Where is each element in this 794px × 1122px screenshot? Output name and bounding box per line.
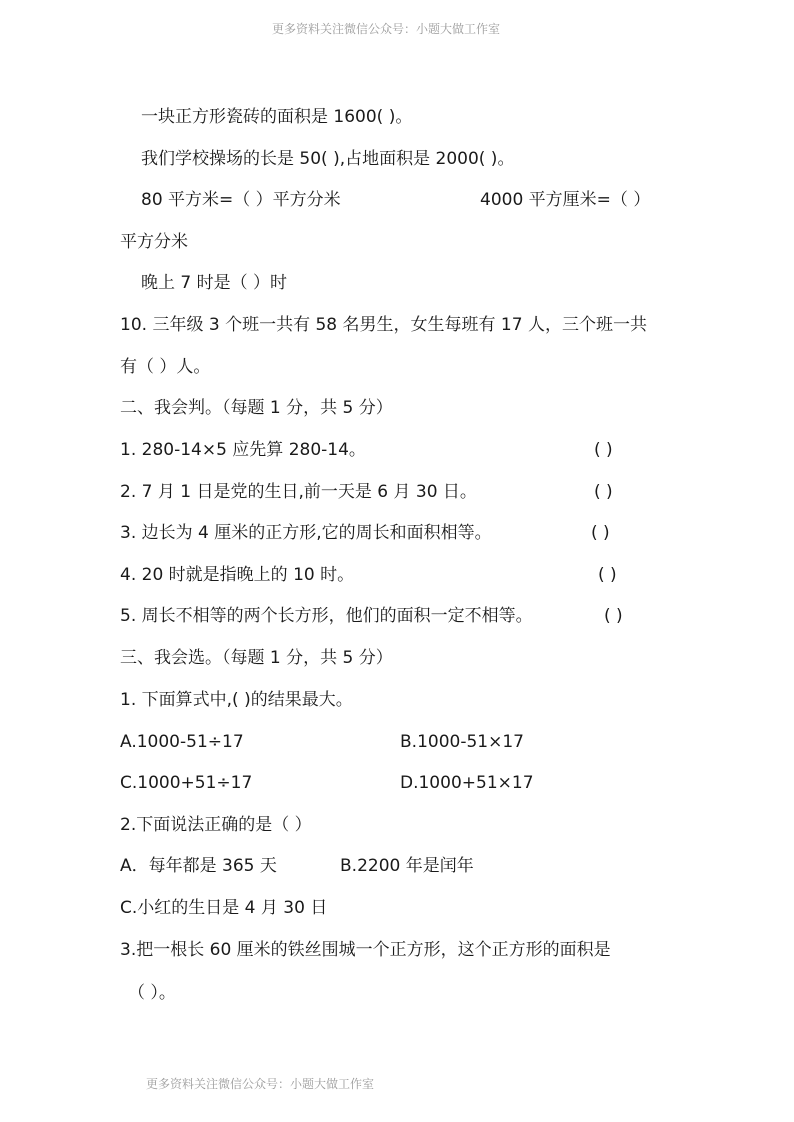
judge-1-answer: ( ) [594,440,613,460]
choice-2-option-b: B.2200 年是闰年 [340,856,474,876]
choice-1-option-d: D.1000+51×17 [400,773,534,793]
watermark-bottom: 更多资料关注微信公众号：小题大做工作室 [146,1077,375,1091]
choice-1-option-a: A.1000-51÷17 [120,732,244,752]
section-3-title: 三、我会选。（每题 1 分，共 5 分） [120,648,393,668]
choice-3-cont: （ ）。 [128,983,176,1003]
choice-1-option-b: B.1000-51×17 [400,732,524,752]
section-2-title: 二、我会判。（每题 1 分，共 5 分） [120,398,393,418]
watermark-top: 更多资料关注微信公众号：小题大做工作室 [272,22,501,36]
choice-1: 1. 下面算式中,( )的结果最大。 [120,690,353,710]
judge-2-answer: ( ) [594,482,613,502]
choice-2-option-a: A．每年都是 365 天 [120,856,277,876]
judge-2: 2. 7 月 1 日是党的生日,前一天是 6 月 30 日。 [120,482,477,502]
choice-1-option-c: C.1000+51÷17 [120,773,253,793]
fill-blank-square-cm-cont: 平方分米 [120,232,188,252]
judge-3: 3. 边长为 4 厘米的正方形,它的周长和面积相等。 [120,523,492,543]
judge-5-answer: ( ) [604,606,623,626]
judge-3-answer: ( ) [591,523,610,543]
choice-2-option-c: C.小红的生日是 4 月 30 日 [120,898,328,918]
judge-5: 5. 周长不相等的两个长方形，他们的面积一定不相等。 [120,606,533,626]
judge-4-answer: ( ) [598,565,617,585]
fill-blank-time: 晚上 7 时是（ ）时 [141,273,288,293]
fill-blank-square-meters: 80 平方米=（ ）平方分米 [141,190,341,210]
judge-1: 1. 280-14×5 应先算 280-14。 [120,440,366,460]
question-10-cont: 有（ ）人。 [120,357,211,377]
question-10: 10. 三年级 3 个班一共有 58 名男生，女生每班有 17 人，三个班一共 [120,315,647,335]
fill-blank-square-cm: 4000 平方厘米=（ ） [480,190,651,210]
choice-2: 2.下面说法正确的是（ ） [120,815,312,835]
fill-blank-tile-area: 一块正方形瓷砖的面积是 1600( )。 [141,107,413,127]
judge-4: 4. 20 时就是指晚上的 10 时。 [120,565,355,585]
choice-3: 3.把一根长 60 厘米的铁丝围城一个正方形，这个正方形的面积是 [120,940,611,960]
fill-blank-playground: 我们学校操场的长是 50( ),占地面积是 2000( )。 [141,149,515,169]
